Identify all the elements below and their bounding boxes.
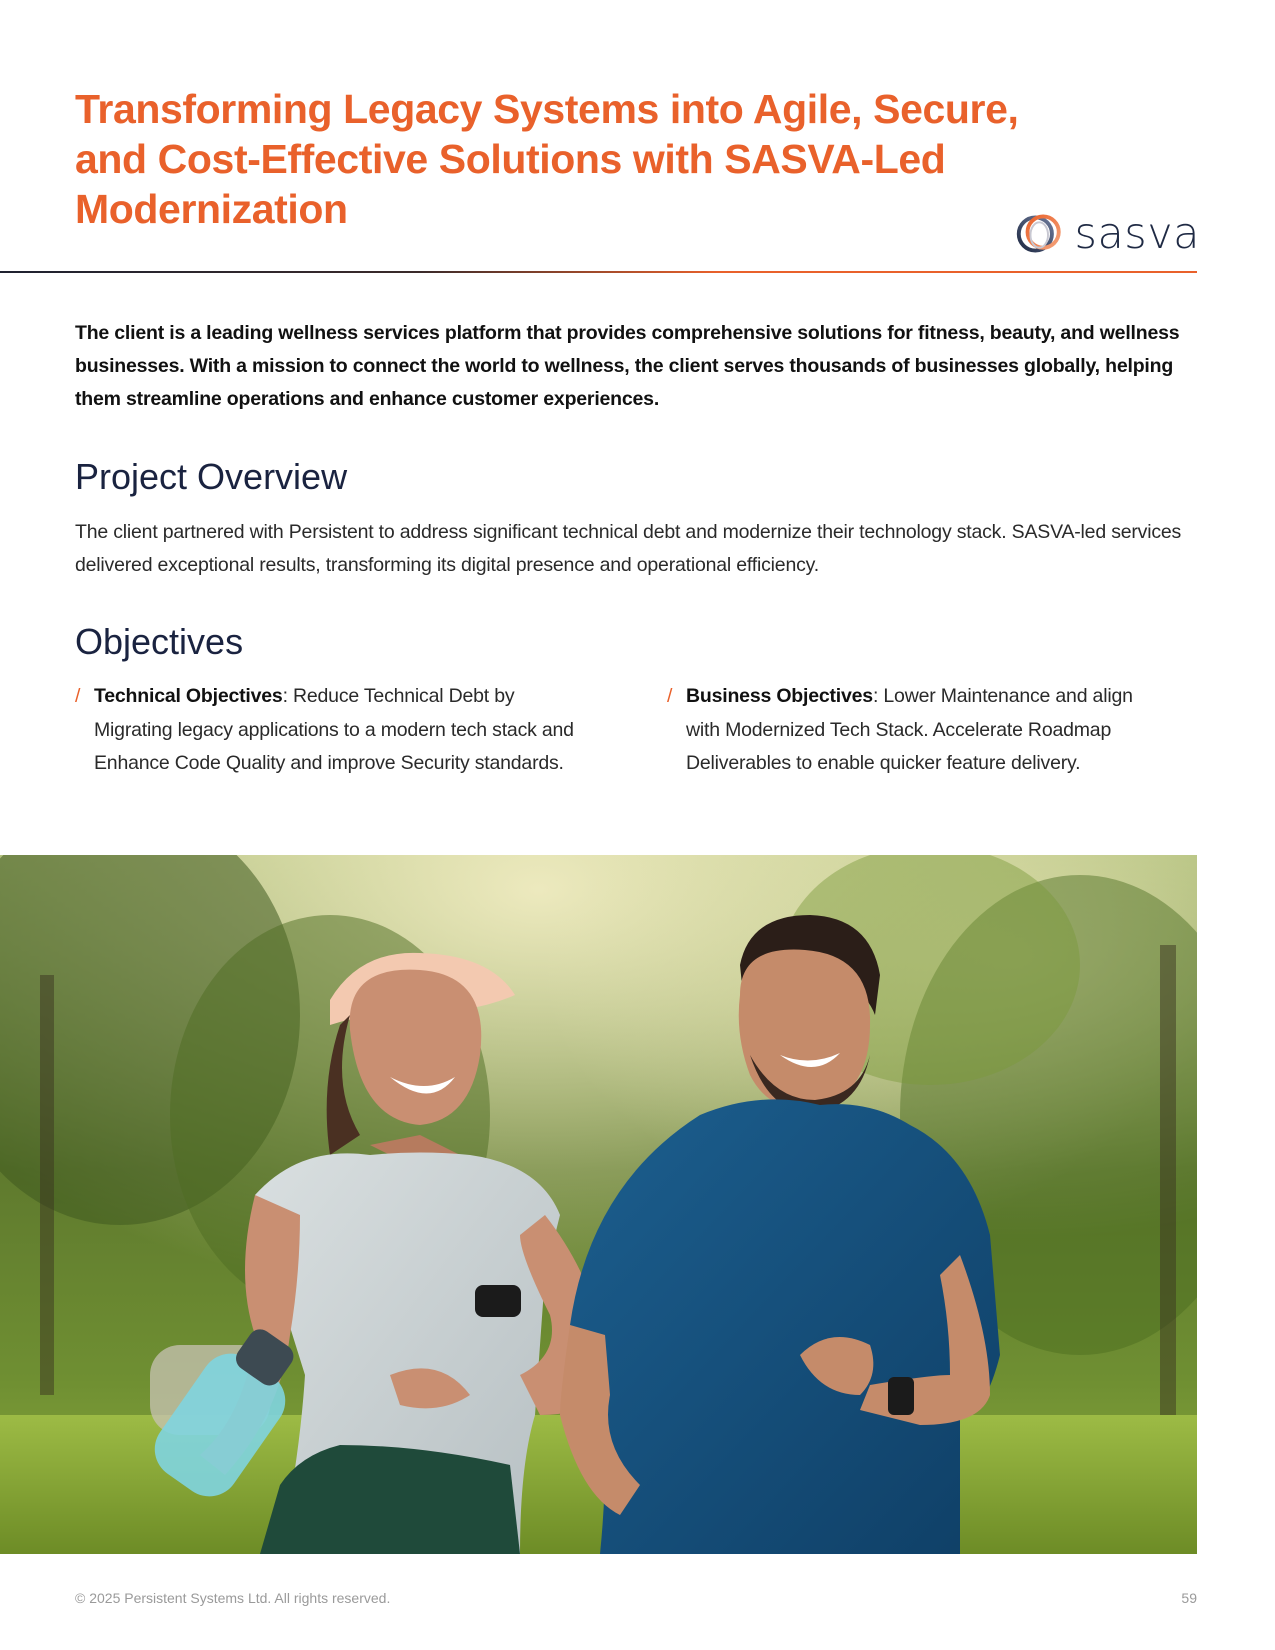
slash-bullet-icon: / (667, 685, 673, 707)
sasva-rings-icon (1010, 210, 1067, 258)
technical-objectives-item (75, 680, 594, 781)
project-overview-body: The client partnered with Persistent to address significant technical debt and modernize their technology stack. SASVA-led services delivered exceptional results, transforming its digital presence and operational efficiency. (75, 521, 1182, 576)
sasva-logo (1010, 208, 1200, 260)
intro-paragraph: The client is a leading wellness services platform that provides comprehensive solutions for fitness, beauty, and wellness businesses. With a mission to connect the world to wellness, the client serves thousands of businesses globally, helping them streamline operations and enhance customer experiences. (75, 322, 1180, 410)
logo-text: sasva (1074, 208, 1200, 259)
project-overview-heading: Project Overview (75, 456, 348, 497)
slash-bullet-icon: / (75, 685, 81, 707)
objective-text: : Lower Maintenance and align with Modernized Tech Stack. Accelerate Roadmap Deliverables to enable quicker feature delivery. (686, 685, 1133, 774)
hero-photo-joggers (0, 855, 1197, 1554)
objective-text: : Reduce Technical Debt by Migrating legacy applications to a modern tech stack and Enhance Code Quality and improve Security standards. (94, 685, 574, 774)
business-objectives-item (667, 680, 1166, 781)
header-divider (0, 271, 1197, 273)
objectives-heading: Objectives (75, 621, 244, 662)
page-title: Transforming Legacy Systems into Agile, Secure, and Cost-Effective Solutions with SASVA-Led Modernization (75, 86, 1019, 232)
footer-copyright: © 2025 Persistent Systems Ltd. All rights reserved. (75, 1590, 391, 1606)
page-number: 59 (1181, 1590, 1197, 1606)
objective-label: Business Objectives (686, 685, 873, 707)
objective-label: Technical Objectives (94, 685, 283, 707)
